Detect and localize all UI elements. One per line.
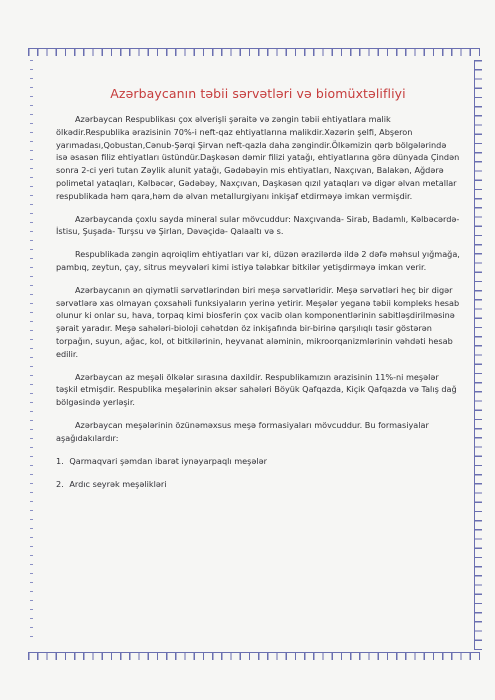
document-body <box>56 86 460 502</box>
list-item <box>56 478 460 491</box>
list-item-number: 1. <box>56 455 64 466</box>
document-title: Azərbaycanın təbii sərvətləri və biomüxtəlifliyi <box>110 86 406 101</box>
paragraph-forest-wealth: Azərbaycanın ən qiymətli sərvətlərindən biri meşə sərvətləridir. Meşə sərvətləri heç bir digər sərvətlərə xas olmayan çoxsahəli funksiyaların yerinə yetirir. Meşələr yeganə təbii kompleks hesab olunur ki onlar su, hava, torpaq kimi biosferin çox vacib olan komponentlərinin sabitləşdirilməsinə şərait yaradır. Meşə sahələri-bioloji cəhətdən öz inkişafında bir-birinə qarşılıqlı təsir göstərən torpağın, suyun, ağac, kol, ot bitkilərinin, heyvanat aləminin, mikroorqanizmlərinin vəhdəti hesab edilir. <box>56 284 460 359</box>
page-border-top <box>28 48 480 56</box>
list-item <box>56 455 460 468</box>
page-border-bottom <box>28 652 480 660</box>
paragraph-mineral-waters: Azərbaycanda çoxlu sayda mineral sular mövcuddur: Naxçıvanda- Sirab, Badamlı, Kəlbəcərdə- İstisu, Şuşada- Turşsu və Şirlan, Dəvəçidə- Qalaaltı və s. <box>56 213 460 237</box>
list-item-text: Qarmaqvari şəmdan ibarət iynəyarpaqlı meşələr <box>69 455 267 466</box>
paragraph-agroclimate: Respublikada zəngin aqroiqlim ehtiyatları var ki, düzən ərazilərdə ildə 2 dəfə məhsul yığmağa, pambıq, zeytun, çay, sitrus meyvələri kimi istiyə tələbkar bitkilər yetişdirməyə imkan verir. <box>56 249 460 272</box>
list-item-text: Ardıc seyrək meşəlikləri <box>69 479 167 490</box>
page-border-right <box>474 60 482 650</box>
list-item-number: 2. <box>56 479 64 490</box>
paragraph-forest-formations: Azərbaycan meşələrinin özünəməxsus meşə formasiyaları mövcuddur. Bu formasiyalar aşağıdakılardır: <box>56 419 429 443</box>
page-border-left <box>30 60 33 645</box>
paragraph-forest-coverage: Azərbaycan az meşəli ölkələr sırasına daxildir. Respublikamızın ərazisinin 11%-ni meşələr təşkil etmişdir. Respublika meşələrinin əksər sahələri Böyük Qafqazda, Kiçik Qafqazda və Talış dağ bölgəsində yerləşir. <box>56 371 457 408</box>
paragraph-natural-resources: Azərbaycan Respublikası çox əlverişli şəraitə və zəngin təbii ehtiyatlara malik ölkədir.Respublika ərazisinin 70%-i neft-qaz ehtiyatlarına malikdir.Xəzərin şelfi, Abşeron yarımadası,Qobustan,Cənub-Şərqi Şirvan neft-qazla daha zəngindir.Ölkəmizin qərb bölgələrində isə əsasən filiz ehtiyatları üstündür.Daşkəsən dəmir filizi yatağı, ehtiyatlarına görə dünyada Çindən sonra 2-ci yeri tutan Zəylik alunit yatağı, Gədəbəyin mis ehtiyatları, Naxçıvan, Balakən, Ağdərə polimetal yataqları, Kəlbəcər, Gədəbəy, Naxçıvan, Daşkəsən qızıl yataqları və digər əlvan metallar respublikada həm qara,həm də əlvan metallurgiyanı inkişaf etdirməyə imkan vermişdir. <box>56 114 460 201</box>
